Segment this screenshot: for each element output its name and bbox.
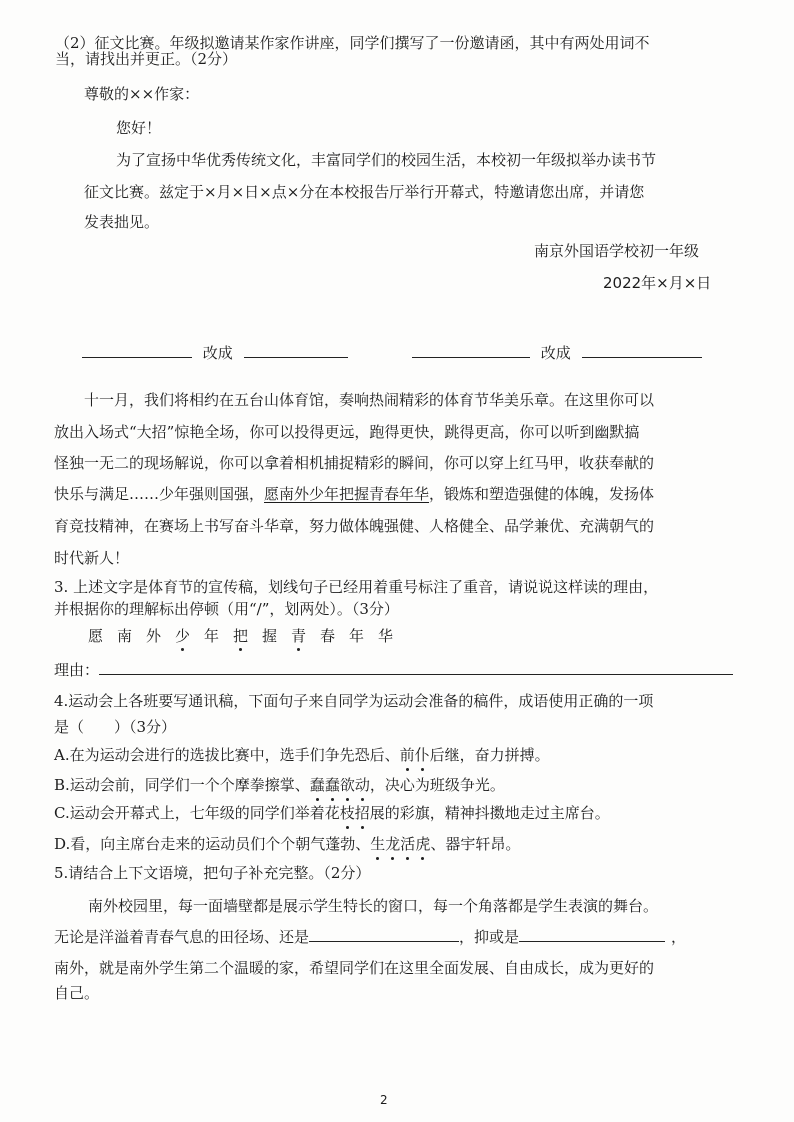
char-10: 年 xyxy=(349,627,365,645)
char-8-stressed: 青 xyxy=(291,625,320,647)
letter-signature: 南京外国语学校初一年级 xyxy=(534,242,700,260)
option-c-pre: C.运动会开幕式上，七年级的同学们举着 xyxy=(54,804,325,822)
q5-blank-2[interactable] xyxy=(519,925,665,942)
letter-date: 2022年×月×日 xyxy=(603,274,712,292)
letter-body-2: 征文比赛。兹定于×月×日×点×分在本校报告厅举行开幕式，特邀请您出席，并请您 xyxy=(84,183,645,201)
q5-paragraph-2 xyxy=(54,925,686,948)
char-11: 华 xyxy=(378,627,394,645)
passage-line-3: 怪独一无二的现场解说，你可以拿着相机捕捉精彩的瞬间，你可以穿上红马甲，收获奉献的 xyxy=(54,454,655,472)
q5-paragraph-3: 南外，就是南外学生第二个温暖的家，希望同学们在这里全面发展、自由成长，成为更好的 xyxy=(54,959,655,977)
wrong-word-blank-1[interactable] xyxy=(82,341,192,358)
q4-line2: 是（ ）（3分） xyxy=(54,718,177,736)
underlined-sentence: 愿南外少年把握青春年华 xyxy=(264,485,430,503)
option-c-idiom: 花枝招展 xyxy=(324,804,385,822)
option-a-idiom: 前仆后继 xyxy=(399,746,460,764)
q5-blank-1[interactable] xyxy=(309,925,459,942)
option-b-post: ，决心为班级争光。 xyxy=(369,776,505,794)
option-a-post: ，奋力拼搏。 xyxy=(459,746,550,764)
passage-line-2: 放出入场式“大招”惊艳全场，你可以投得更远，跑得更快，跳得更高，你可以听到幽默搞 xyxy=(54,423,640,441)
q3-line1: 3. 上述文字是体育节的宣传稿，划线句子已经用着重号标注了重音，请说说这样读的理由， xyxy=(54,578,659,596)
letter-greeting: 您好！ xyxy=(116,119,162,137)
option-d-pre: D.看，向主席台走来的运动员们个个朝气蓬勃、 xyxy=(54,835,371,853)
option-a-pre: A.在为运动会进行的选拔比赛中，选手们争先恐后、 xyxy=(54,746,400,764)
char-1: 愿 xyxy=(88,627,104,645)
wrong-word-blank-2[interactable] xyxy=(412,341,530,358)
passage-line-4-post: ，锻炼和塑造强健的体魄，发扬体 xyxy=(429,485,655,503)
q4-option-d[interactable] xyxy=(54,833,520,855)
char-2: 南 xyxy=(117,627,133,645)
q5-p2-c: ， xyxy=(671,928,687,946)
passage-line-5: 育竞技精神，在赛场上书写奋斗华章，努力做体魄强健、人格健全、品学兼优、充满朝气的 xyxy=(54,517,655,535)
q3-sentence-chars xyxy=(88,625,407,647)
passage-line-6: 时代新人！ xyxy=(54,549,130,567)
q5-p2-b: ，抑或是 xyxy=(459,928,520,946)
q2-line2: 当，请找出并更正。（2分） xyxy=(55,50,238,68)
option-b-pre: B.运动会前，同学们一个个摩拳擦掌、 xyxy=(54,776,310,794)
correction-row-1 xyxy=(82,341,348,364)
q4-option-b[interactable] xyxy=(54,774,505,796)
char-9: 春 xyxy=(320,627,336,645)
correction-row-2 xyxy=(412,341,702,364)
option-b-idiom: 蠢蠢欲动 xyxy=(309,776,370,794)
q4-option-c[interactable] xyxy=(54,802,610,824)
page-number: 2 xyxy=(380,1093,388,1107)
q5-paragraph-1: 南外校园里，每一面墙壁都是展示学生特长的窗口，每一个角落都是学生表演的舞台。 xyxy=(88,897,659,915)
q5-p2-a: 无论是洋溢着青春气息的田径场、还是 xyxy=(54,928,310,946)
q5-paragraph-4: 自己。 xyxy=(54,984,100,1002)
reason-blank[interactable] xyxy=(99,658,733,675)
letter-salutation: 尊敬的××作家： xyxy=(84,85,200,103)
q3-reason-row xyxy=(54,658,733,681)
option-d-idiom: 生龙活虎 xyxy=(370,835,431,853)
passage-line-1: 十一月，我们将相约在五台山体育馆，奏响热闹精彩的体育节华美乐章。在这里你可以 xyxy=(84,391,655,409)
char-3: 外 xyxy=(146,627,162,645)
q4-line1: 4.运动会上各班要写通讯稿，下面句子来自同学为运动会准备的稿件，成语使用正确的一项 xyxy=(54,692,654,710)
correct-word-blank-2[interactable] xyxy=(582,341,702,358)
q3-line2: 并根据你的理解标出停顿（用“/”，划两处）。（3分） xyxy=(54,600,399,618)
correct-word-blank-1[interactable] xyxy=(244,341,348,358)
q5-line1: 5.请结合上下文语境，把句子补充完整。（2分） xyxy=(54,864,371,882)
char-7: 握 xyxy=(262,627,278,645)
reason-label: 理由： xyxy=(54,661,100,679)
passage-line-4-pre: 快乐与满足……少年强则国强， xyxy=(54,485,265,503)
option-d-post: 、器宇轩昂。 xyxy=(430,835,521,853)
char-5: 年 xyxy=(204,627,220,645)
char-6-stressed: 把 xyxy=(233,625,262,647)
char-4-stressed: 少 xyxy=(175,625,204,647)
option-c-post: 的彩旗，精神抖擞地走过主席台。 xyxy=(384,804,610,822)
change-to-label-2: 改成 xyxy=(540,344,571,362)
q4-option-a[interactable] xyxy=(54,744,550,766)
letter-body-1: 为了宣扬中华优秀传统文化，丰富同学们的校园生活，本校初一年级拟举办读书节 xyxy=(116,151,657,169)
q2-line1: （2）征文比赛。年级拟邀请某作家作讲座，同学们撰写了一份邀请函，其中有两处用词不 xyxy=(55,34,650,52)
passage-line-4 xyxy=(54,483,654,505)
letter-body-3: 发表拙见。 xyxy=(84,213,160,231)
change-to-label-1: 改成 xyxy=(202,344,233,362)
